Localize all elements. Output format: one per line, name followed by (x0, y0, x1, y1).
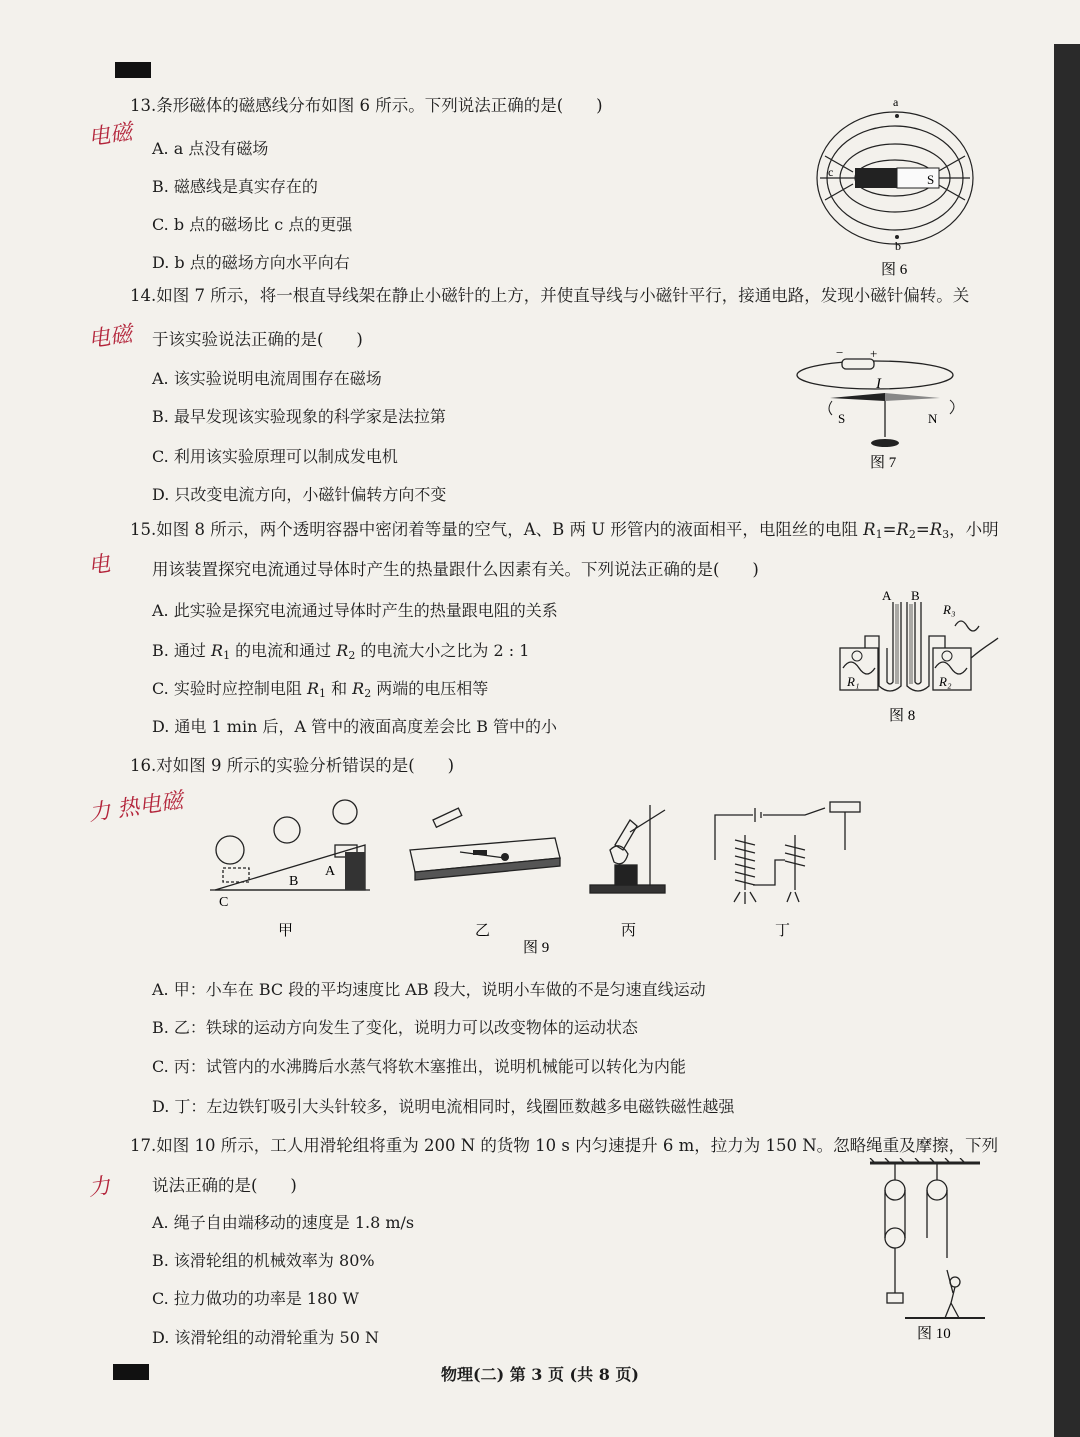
page-footer: 物理(二) 第 3 页 (共 8 页) (441, 1365, 639, 1384)
q17-stem-line1: 17.如图 10 所示，工人用滑轮组将重为 200 N 的货物 10 s 内匀速提升 6 m，拉力为 150 N。忽略绳重及摩擦，下列 (130, 1136, 999, 1155)
fig9-electromagnets (715, 802, 860, 904)
fig8-label-b: B (911, 588, 920, 603)
q17-option-a: A. 绳子自由端移动的速度是 1.8 m/s (152, 1213, 415, 1232)
q14-stem-line2: 于该实验说法正确的是( ) (152, 330, 363, 349)
q15-stem-line2: 用该装置探究电流通过导体时产生的热量跟什么因素有关。下列说法正确的是( ) (152, 560, 759, 579)
fig7-current-label: I (876, 376, 881, 392)
q17-option-c: C. 拉力做功的功率是 180 W (152, 1289, 360, 1308)
q15-option-b: B. 通过 $R_1$ 的电流和通过 $R_2$ 的电流大小之比为 2 : 1 (152, 641, 530, 662)
q16-handwritten-note: 力 热电磁 (87, 788, 185, 827)
q14-option-b: B. 最早发现该实验现象的科学家是法拉第 (152, 407, 446, 426)
fig6-label-s: S (927, 172, 935, 187)
fig8-caption: 图 8 (889, 708, 916, 724)
q14-stem-line1: 14.如图 7 所示，将一根直导线架在静止小磁针的上方，并使直导线与小磁针平行，接通电路，发现小磁针偏转。关 (130, 286, 970, 305)
fig9-label-c: C (219, 895, 229, 910)
q15-option-c: C. 实验时应控制电阻 $R_1$ 和 $R_2$ 两端的电压相等 (152, 679, 489, 700)
q13-option-a: A. a 点没有磁场 (152, 139, 269, 158)
q13-option-d: D. b 点的磁场方向水平向右 (152, 253, 350, 272)
q13-stem: 13.条形磁体的磁感线分布如图 6 所示。下列说法正确的是( ) (130, 96, 603, 115)
q16-option-a: A. 甲：小车在 BC 段的平均速度比 AB 段大，说明小车做的不是匀速直线运动 (152, 980, 706, 999)
fig7-label-n: N (928, 411, 938, 426)
fig8-label-a: A (882, 588, 892, 603)
q15-option-a: A. 此实验是探究电流通过导体时产生的热量跟电阻的关系 (152, 601, 558, 620)
q16-option-b: B. 乙：铁球的运动方向发生了变化，说明力可以改变物体的运动状态 (152, 1018, 638, 1037)
fig7-minus: − (836, 345, 844, 360)
fig6-caption: 图 6 (881, 262, 908, 278)
q13-option-b: B. 磁感线是真实存在的 (152, 177, 318, 196)
q14-handwritten-note: 电磁 (86, 322, 134, 353)
figure-10-pulley (865, 1158, 995, 1348)
figure-6-bar-magnet (815, 96, 1000, 281)
q17-option-d: D. 该滑轮组的动滑轮重为 50 N (152, 1328, 379, 1347)
fig6-label-a: a (893, 96, 899, 109)
fig6-label-c: c (828, 165, 834, 179)
fig9-caption: 图 9 (523, 940, 550, 955)
q16-option-d: D. 丁：左边铁钉吸引大头针较多，说明电流相同时，线圈匝数越多电磁铁磁性越强 (152, 1097, 735, 1116)
q15-option-d: D. 通电 1 min 后，A 管中的液面高度差会比 B 管中的小 (152, 717, 558, 736)
figure-9-experiments (205, 790, 885, 955)
registration-mark-top (115, 62, 151, 78)
q13-option-c: C. b 点的磁场比 c 点的更强 (152, 215, 353, 234)
q14-option-d: D. 只改变电流方向，小磁针偏转方向不变 (152, 485, 447, 504)
q15-handwritten-note: 电 (86, 551, 112, 580)
fig8-label-r3: R₃ (943, 602, 956, 617)
fig8-label-r1: R₁ (847, 674, 860, 689)
figure-7-compass-wire (790, 345, 965, 475)
q17-handwritten-note: 力 (86, 1173, 112, 1202)
fig9-table-magnet (410, 808, 560, 880)
q14-option-c: C. 利用该实验原理可以制成发电机 (152, 447, 398, 466)
q13-handwritten-note: 电磁 (86, 120, 134, 151)
fig9-label-a: A (325, 864, 336, 879)
fig8-label-r2: R₂ (939, 674, 952, 689)
q17-stem-line2: 说法正确的是( ) (152, 1176, 297, 1195)
q16-stem: 16.对如图 9 所示的实验分析错误的是( ) (130, 756, 455, 775)
fig7-plus: + (870, 346, 878, 361)
fig7-label-s: S (838, 411, 846, 426)
q15-stem-line1: 15.如图 8 所示，两个透明容器中密闭着等量的空气，A、B 两 U 形管内的液面相平，电阻丝的电阻 $R_1=R_2=R_3$，小明 (130, 520, 999, 541)
fig7-caption: 图 7 (870, 455, 897, 471)
fig9-label-jia: 甲 (278, 923, 294, 939)
fig10-caption: 图 10 (917, 1326, 951, 1342)
figure-8-joule-heating (835, 586, 1000, 726)
q17-option-b: B. 该滑轮组的机械效率为 80% (152, 1251, 375, 1270)
fig9-steam-tube (590, 805, 665, 893)
page-edge-shadow (1054, 44, 1080, 1437)
fig9-label-ding: 丁 (775, 923, 791, 939)
q16-option-c: C. 丙：试管内的水沸腾后水蒸气将软木塞推出，说明机械能可以转化为内能 (152, 1057, 686, 1076)
fig9-label-yi: 乙 (475, 923, 491, 939)
q14-option-a: A. 该实验说明电流周围存在磁场 (152, 369, 382, 388)
fig6-label-b: b (895, 239, 901, 253)
fig9-label-bing: 丙 (621, 923, 637, 939)
fig9-label-b: B (289, 874, 299, 889)
